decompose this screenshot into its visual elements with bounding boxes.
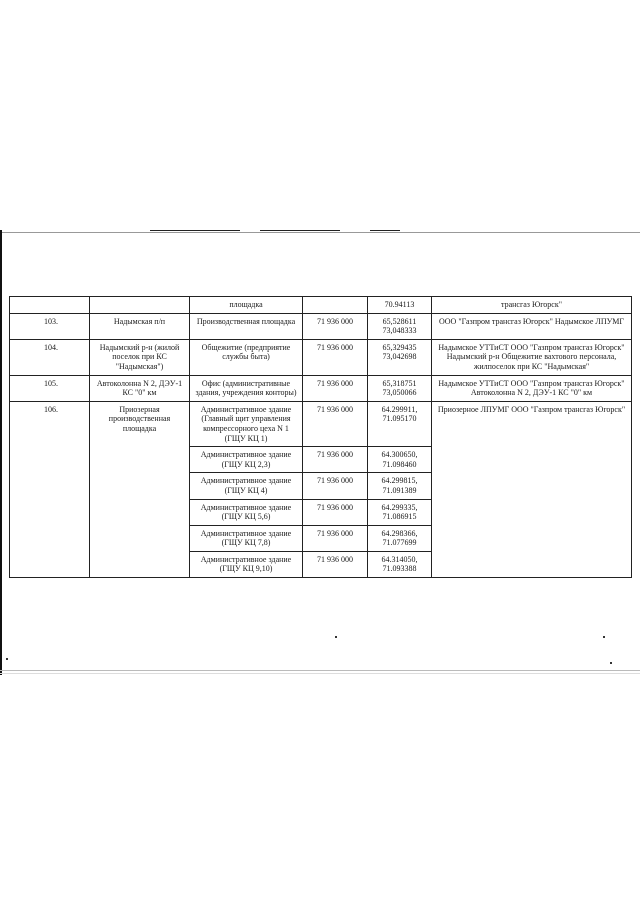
object-type: Офис (административные здания, учреждения конторы) [190, 375, 303, 401]
coordinate-lon: 71.091389 [382, 485, 417, 495]
scan-artifact-line [370, 230, 400, 231]
registry-table [9, 296, 632, 578]
table-row [10, 297, 632, 314]
oktmo-code: 71 936 000 [303, 313, 368, 339]
object-type: Административное здание (ГЩУ КЦ 5,6) [190, 499, 303, 525]
object-type: Административное здание (ГЩУ КЦ 7,8) [190, 525, 303, 551]
scan-artifact-line [0, 670, 640, 671]
coordinate-lat: 70.94113 [384, 300, 415, 309]
object-type: Общежитие (предприятие службы быта) [190, 339, 303, 375]
table-row [10, 375, 632, 401]
coordinate-lat: 64.299911, [381, 404, 418, 414]
table-row [10, 339, 632, 375]
coordinates [368, 499, 432, 525]
oktmo-code [303, 297, 368, 314]
row-number: 103. [10, 313, 90, 339]
coordinate-lon: 73,048333 [382, 326, 417, 336]
coordinate-lon: 71.086915 [382, 512, 417, 522]
row-number: 105. [10, 375, 90, 401]
coordinates [368, 339, 432, 375]
location-name [90, 297, 190, 314]
row-number [10, 297, 90, 314]
object-type: Административное здание (ГЩУ КЦ 2,3) [190, 447, 303, 473]
oktmo-code: 71 936 000 [303, 375, 368, 401]
coordinate-lon: 71.095170 [382, 414, 417, 424]
organization: трансгаз Югорск" [432, 297, 632, 314]
coordinate-lat: 65,329435 [382, 342, 417, 352]
object-type: Производственная площадка [190, 313, 303, 339]
object-type: Административное здание (Главный щит управления компрессорного цеха N 1 (ГЩУ КЦ 1) [190, 401, 303, 446]
organization: Надымское УТТиСТ ООО "Газпром трансгаз Югорск" Автоколонна N 2, ДЭУ-1 КС "0" км [432, 375, 632, 401]
coordinate-lon: 71.098460 [382, 459, 417, 469]
table-row [10, 313, 632, 339]
coordinate-lat: 64.314050, [381, 554, 418, 564]
table-row [10, 401, 632, 446]
oktmo-code: 71 936 000 [303, 447, 368, 473]
coordinate-lon: 71.077699 [382, 538, 417, 548]
scan-artifact-line [0, 673, 640, 674]
coordinate-lat: 64.299335, [381, 502, 418, 512]
scan-speck [610, 662, 612, 664]
object-type: Административное здание (ГЩУ КЦ 4) [190, 473, 303, 499]
coordinates [368, 401, 432, 446]
coordinate-lat: 64.298366, [381, 528, 418, 538]
scan-edge-bar [0, 230, 2, 675]
object-type: площадка [190, 297, 303, 314]
location-name: Приозерная производственная площадка [90, 401, 190, 577]
scan-artifact-line [150, 230, 240, 231]
organization: ООО "Газпром трансгаз Югорск" Надымское ЛПУМГ [432, 313, 632, 339]
coordinate-lat: 65,318751 [382, 378, 417, 388]
coordinates [368, 313, 432, 339]
coordinate-lat: 64.300650, [381, 450, 418, 460]
scan-speck [603, 636, 605, 638]
organization: Надымское УТТиСТ ООО "Газпром трансгаз Югорск" Надымский р-н Общежитие вахтового персонала, жилпоселок при КС "Надымская" [432, 339, 632, 375]
row-number: 104. [10, 339, 90, 375]
coordinates [368, 297, 432, 314]
coordinate-lat: 64.299815, [381, 476, 418, 486]
coordinate-lon: 73,050066 [382, 388, 417, 398]
scan-speck [6, 658, 8, 660]
coordinate-lon: 73,042698 [382, 352, 417, 362]
oktmo-code: 71 936 000 [303, 339, 368, 375]
object-type: Административное здание (ГЩУ КЦ 9,10) [190, 551, 303, 577]
organization: Приозерное ЛПУМГ ООО "Газпром трансгаз Югорск" [432, 401, 632, 577]
oktmo-code: 71 936 000 [303, 499, 368, 525]
location-name: Надымская п/п [90, 313, 190, 339]
location-name: Автоколонна N 2, ДЭУ-1 КС "0" км [90, 375, 190, 401]
coordinates [368, 473, 432, 499]
scan-artifact-line [0, 232, 640, 233]
oktmo-code: 71 936 000 [303, 551, 368, 577]
oktmo-code: 71 936 000 [303, 525, 368, 551]
coordinates [368, 525, 432, 551]
location-name: Надымский р-н (жилой поселок при КС "Надымская") [90, 339, 190, 375]
coordinate-lat: 65,528611 [382, 316, 417, 326]
scan-artifact-line [260, 230, 340, 231]
row-number: 106. [10, 401, 90, 577]
oktmo-code: 71 936 000 [303, 401, 368, 446]
scan-speck [335, 636, 337, 638]
coordinates [368, 447, 432, 473]
oktmo-code: 71 936 000 [303, 473, 368, 499]
coordinates [368, 375, 432, 401]
coordinate-lon: 71.093388 [382, 564, 417, 574]
coordinates [368, 551, 432, 577]
